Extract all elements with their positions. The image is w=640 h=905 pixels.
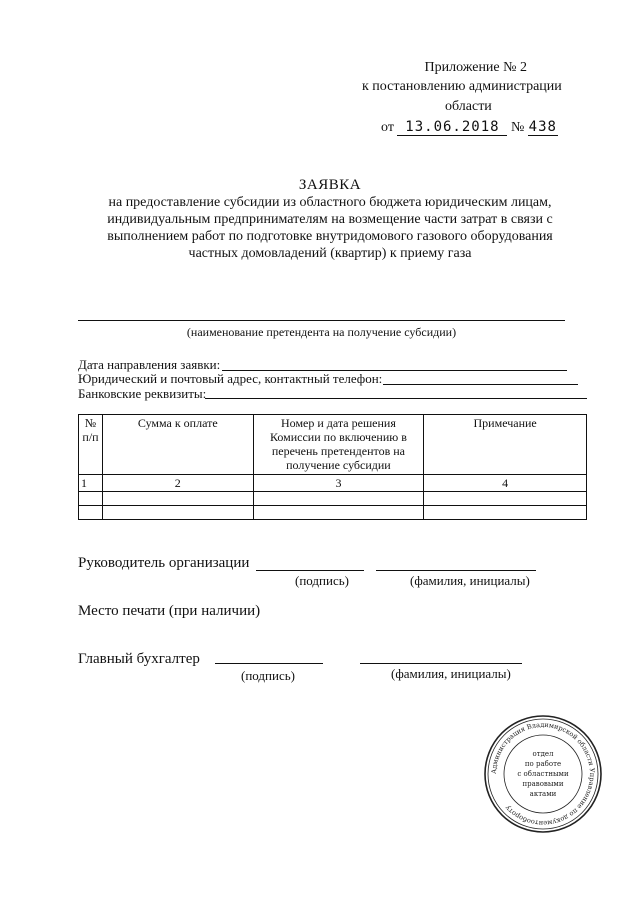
subtitle-line: на предоставление субсидии из областного бюджета юридическим лицам, [108, 195, 552, 210]
header-amount: Сумма к оплате [102, 415, 253, 475]
table-cell[interactable] [424, 492, 587, 506]
accountant-name-caption: (фамилия, инициалы) [391, 666, 511, 681]
header-note: Примечание [424, 415, 587, 475]
accountant-signature-line[interactable] [215, 663, 323, 664]
subtitle-line: частных домовладений (квартир) к приему газа [188, 246, 472, 261]
table-header-row [79, 415, 587, 475]
payments-table [78, 414, 587, 520]
subtitle-line: выполнением работ по подготовке внутридомового газового оборудования [107, 229, 553, 244]
address-field-label: Юридический и почтовый адрес, контактный телефон: [78, 371, 383, 386]
head-label: Руководитель организации [78, 555, 250, 571]
number-prefix: № [510, 120, 525, 135]
head-name-line[interactable] [376, 570, 536, 571]
head-name-caption: (фамилия, инициалы) [410, 573, 530, 588]
bank-field-label: Банковские реквизиты: [78, 386, 207, 401]
applicant-name-line[interactable] [78, 320, 565, 321]
svg-text:отдел: отдел [532, 750, 554, 758]
table-cell[interactable] [253, 492, 424, 506]
column-number: 2 [102, 475, 253, 492]
stamp-center-text [517, 750, 569, 798]
appendix-line-2: к постановлению администрации [362, 79, 562, 94]
header-number: № п/п [79, 415, 103, 475]
table-cell[interactable] [424, 506, 587, 520]
date-prefix: от [381, 120, 394, 135]
svg-text:актами: актами [529, 790, 557, 798]
bank-field-line[interactable] [205, 398, 587, 399]
table-cell[interactable] [79, 506, 103, 520]
stamp-ring-text: Администрация Владимирской области Управление по документообороту [489, 720, 597, 828]
document-subtitle [40, 194, 620, 262]
column-number: 4 [424, 475, 587, 492]
date-field-label: Дата направления заявки: [78, 357, 221, 372]
seal-label: Место печати (при наличии) [78, 603, 261, 619]
svg-text:по работе: по работе [524, 760, 562, 768]
head-sign-caption: (подпись) [295, 573, 349, 588]
appendix-header [425, 58, 528, 78]
subtitle-line: индивидуальным предпринимателям на возмещение части затрат в связи с [107, 212, 553, 227]
official-stamp [483, 714, 603, 834]
number-value: 438 [528, 119, 557, 135]
table-cell[interactable] [102, 506, 253, 520]
table-cell[interactable] [102, 492, 253, 506]
accountant-sign-caption: (подпись) [241, 668, 295, 683]
appendix-line-3: области [445, 99, 492, 114]
appendix-title: Приложение № 2 [424, 60, 527, 75]
table-row [79, 506, 587, 520]
table-cell[interactable] [79, 492, 103, 506]
document-title: ЗАЯВКА [298, 177, 362, 193]
accountant-name-line[interactable] [360, 663, 522, 664]
svg-text:с областными: с областными [517, 770, 569, 778]
table-row [79, 492, 587, 506]
column-number: 1 [79, 475, 103, 492]
applicant-caption: (наименование претендента на получение субсидии) [186, 325, 457, 339]
table-numbers-row [79, 475, 587, 492]
svg-text:правовыми: правовыми [522, 780, 564, 788]
header-decision: Номер и дата решения Комиссии по включению в перечень претендентов на получение субсидии [253, 415, 424, 475]
appendix-date-line [381, 119, 558, 136]
address-field-line[interactable] [383, 384, 578, 385]
date-value: 13.06.2018 [397, 119, 507, 136]
head-signature-line[interactable] [256, 570, 364, 571]
column-number: 3 [253, 475, 424, 492]
table-cell[interactable] [253, 506, 424, 520]
accountant-label: Главный бухгалтер [78, 651, 200, 667]
